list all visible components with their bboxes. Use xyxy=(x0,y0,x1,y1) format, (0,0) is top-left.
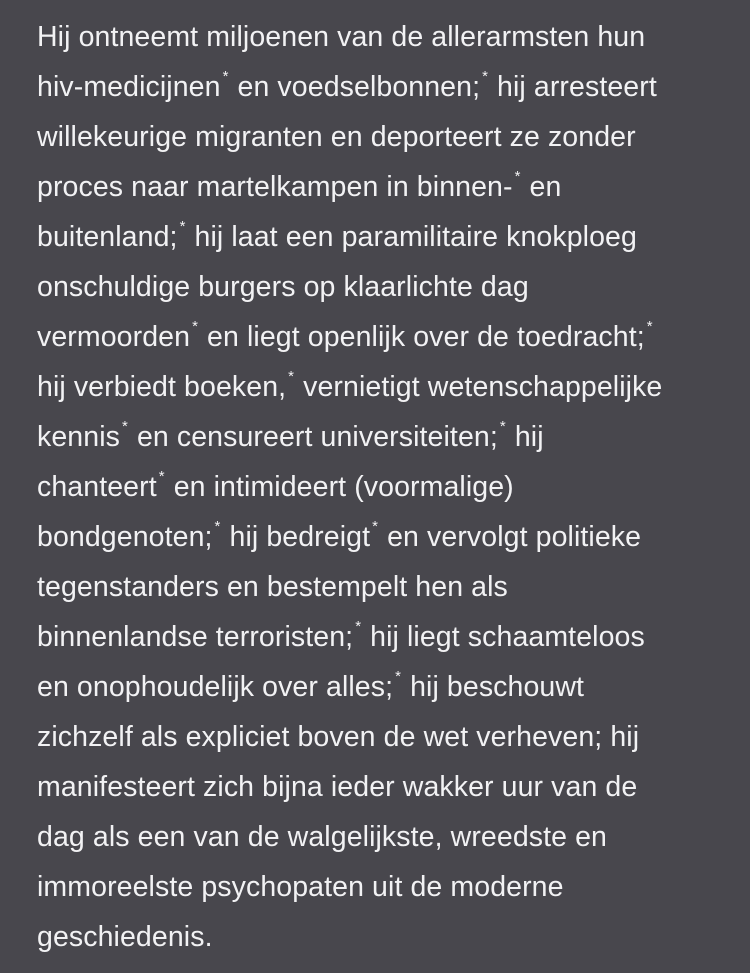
text-line xyxy=(37,112,737,162)
text-line xyxy=(37,462,737,512)
text-segment: hij bedreigt xyxy=(221,521,371,553)
text-line xyxy=(37,62,737,112)
text-segment: en liegt openlijk over de toedracht; xyxy=(199,321,645,353)
text-segment: willekeurige migranten en deporteert ze zonder xyxy=(37,121,636,153)
text-line xyxy=(37,562,737,612)
text-line xyxy=(37,662,737,712)
text-segment: immoreelste psychopaten uit de moderne xyxy=(37,871,564,903)
text-segment: hij arresteert xyxy=(489,71,657,103)
text-segment: Hij ontneemt miljoenen van de allerarmsten hun xyxy=(37,21,646,53)
footnote-marker[interactable]: * xyxy=(288,368,295,385)
footnote-marker[interactable]: * xyxy=(222,68,229,85)
text-segment: dag als een van de walgelijkste, wreedste en xyxy=(37,821,608,853)
text-line xyxy=(37,262,737,312)
text-segment: manifesteert zich bijna ieder wakker uur van de xyxy=(37,771,638,803)
text-segment: en censureert universiteiten; xyxy=(128,421,498,453)
text-segment: vernietigt wetenschappelijke xyxy=(295,371,663,403)
text-segment: proces naar martelkampen in binnen- xyxy=(37,171,513,203)
text-segment: onschuldige burgers op klaarlichte dag xyxy=(37,271,529,303)
text-segment: hij liegt schaamteloos xyxy=(362,621,645,653)
text-segment: geschiedenis. xyxy=(37,921,213,953)
footnote-marker[interactable]: * xyxy=(482,68,489,85)
footnote-marker[interactable]: * xyxy=(158,468,165,485)
text-segment: tegenstanders en bestempelt hen als xyxy=(37,571,508,603)
text-segment: hiv-medicijnen xyxy=(37,71,221,103)
text-line xyxy=(37,762,737,812)
text-line xyxy=(37,412,737,462)
text-segment: en intimideert (voormalige) xyxy=(165,471,514,503)
footnote-marker[interactable]: * xyxy=(372,518,379,535)
text-segment: en voedselbonnen; xyxy=(229,71,481,103)
text-segment: zichzelf als expliciet boven de wet verheven; hij xyxy=(37,721,640,753)
article-paragraph xyxy=(37,12,737,962)
text-segment: hij beschouwt xyxy=(402,671,585,703)
text-line xyxy=(37,312,737,362)
text-segment: en onophoudelijk over alles; xyxy=(37,671,394,703)
footnote-marker[interactable]: * xyxy=(499,418,506,435)
text-line xyxy=(37,212,737,262)
text-line xyxy=(37,912,737,962)
footnote-marker[interactable]: * xyxy=(646,318,653,335)
text-line xyxy=(37,612,737,662)
text-line xyxy=(37,862,737,912)
text-line xyxy=(37,12,737,62)
footnote-marker[interactable]: * xyxy=(214,518,221,535)
text-segment: vermoorden xyxy=(37,321,191,353)
text-segment: bondgenoten; xyxy=(37,521,213,553)
text-line xyxy=(37,362,737,412)
text-segment: buitenland; xyxy=(37,221,178,253)
text-segment: chanteert xyxy=(37,471,157,503)
text-segment: en xyxy=(521,171,562,203)
text-line xyxy=(37,712,737,762)
footnote-marker[interactable]: * xyxy=(179,218,186,235)
footnote-marker[interactable]: * xyxy=(355,618,362,635)
text-segment: hij xyxy=(506,421,544,453)
footnote-marker[interactable]: * xyxy=(514,168,521,185)
footnote-marker[interactable]: * xyxy=(121,418,128,435)
text-line xyxy=(37,812,737,862)
footnote-marker[interactable]: * xyxy=(395,668,402,685)
footnote-marker[interactable]: * xyxy=(192,318,199,335)
text-line xyxy=(37,162,737,212)
text-segment: en vervolgt politieke xyxy=(379,521,642,553)
text-segment: hij verbiedt boeken, xyxy=(37,371,287,403)
text-segment: kennis xyxy=(37,421,120,453)
text-line xyxy=(37,512,737,562)
text-segment: hij laat een paramilitaire knokploeg xyxy=(186,221,637,253)
text-segment: binnenlandse terroristen; xyxy=(37,621,354,653)
